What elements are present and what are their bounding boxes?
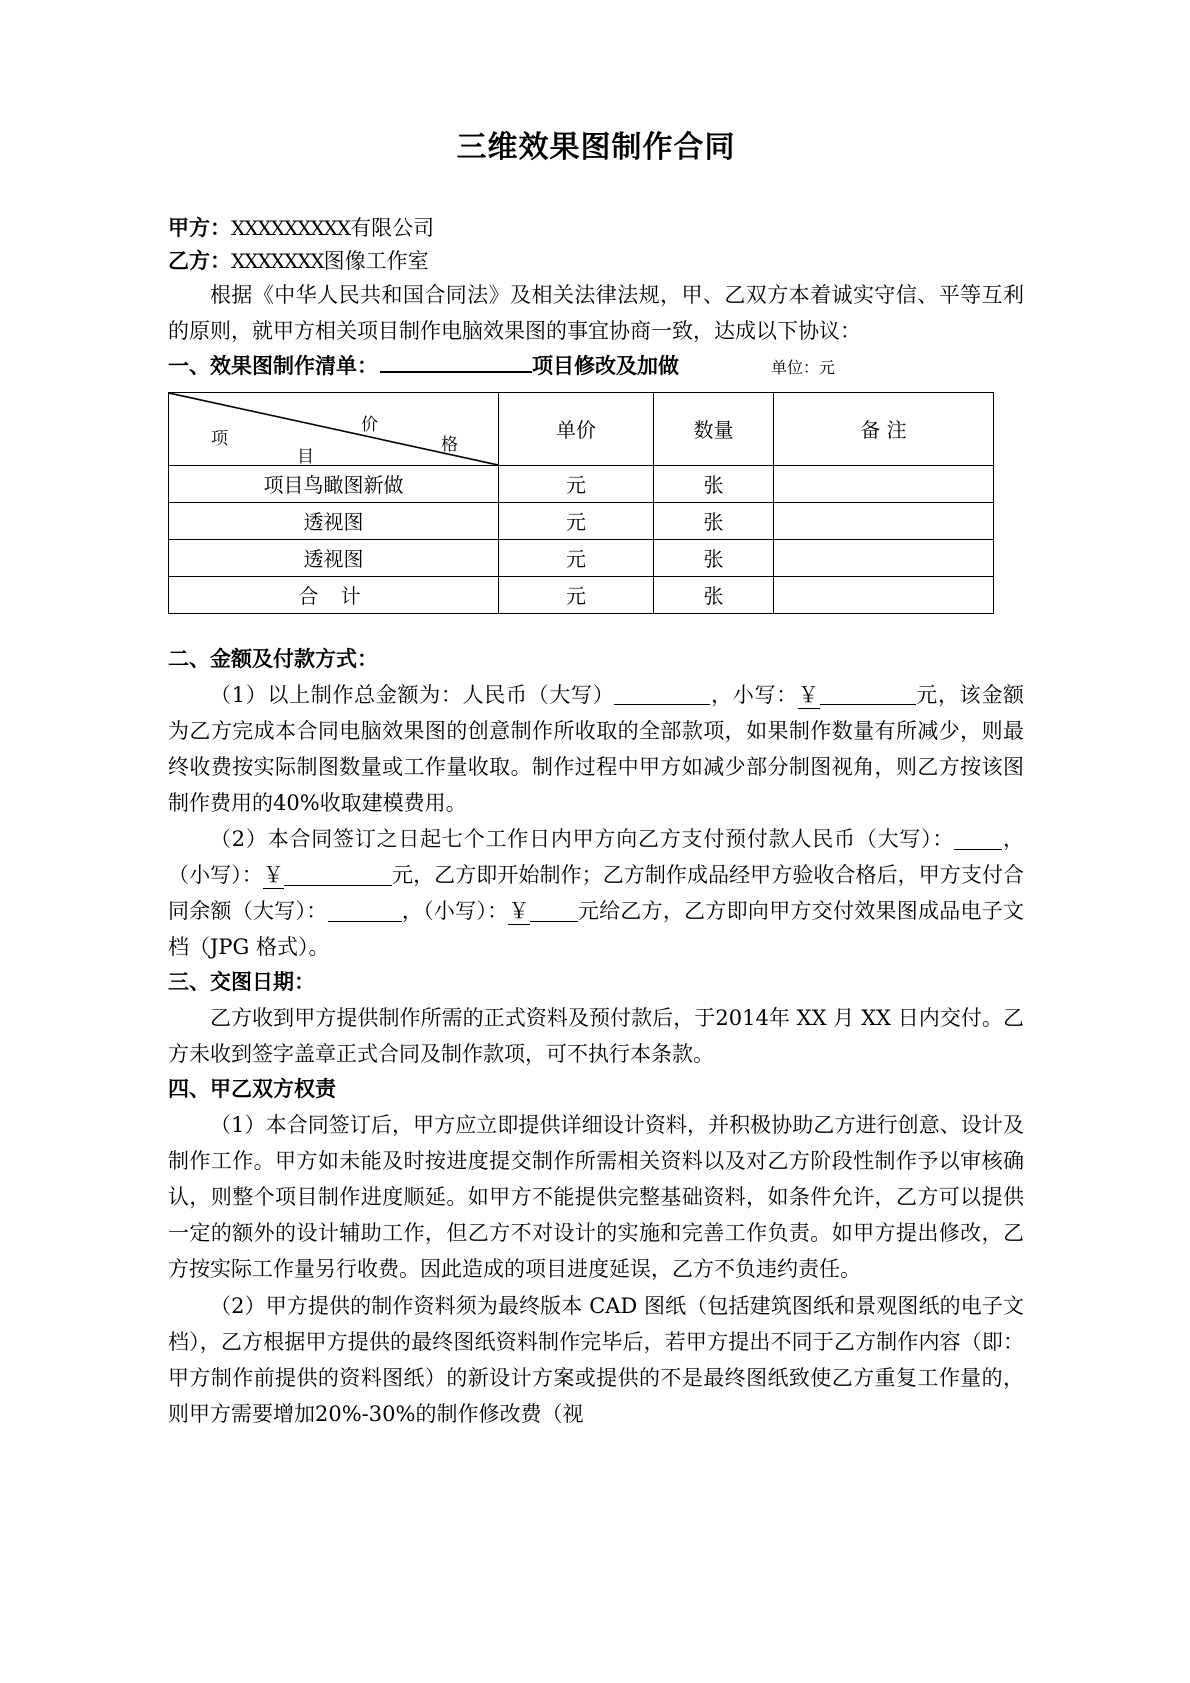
total-amount-uppercase-blank[interactable] <box>614 682 710 705</box>
row-2-note[interactable] <box>774 502 994 539</box>
row-4-note[interactable] <box>774 576 994 613</box>
header-price-char-2: 格 <box>441 434 458 455</box>
header-item-char-2: 目 <box>297 446 314 467</box>
row-4-price: 元 <box>499 576 654 613</box>
row-1-note[interactable] <box>774 465 994 502</box>
table-unit-note: 单位：元 <box>771 358 836 378</box>
table-row-total <box>169 576 994 613</box>
price-list-table <box>168 392 994 614</box>
row-1-item: 项目鸟瞰图新做 <box>169 465 499 502</box>
row-2-price: 元 <box>499 502 654 539</box>
delivery-year: 2014 <box>715 1006 769 1031</box>
s2-i2-part2: ，（小写）： <box>168 827 1025 888</box>
party-a-label: 甲方： <box>168 216 231 240</box>
party-b-placeholder: XXXXXXX <box>231 248 324 273</box>
s2-i2-part3: 元，乙方即开始制作；乙方制作成品经甲方验收合格后，甲方支付合同余额（大写）： <box>168 863 1025 924</box>
s2-i1-part3: 元，该金额为乙方完成本合同电脑效果图的创意制作所收取的全部款项，如果制作数量有所减少，则最终收费按实际制图数量或工作量收取。制作过程中甲方如减少部分制图视角，则乙方按该图制作费用的 <box>168 682 1025 815</box>
section-1-heading-row <box>168 349 1024 384</box>
section-1-blank-field[interactable] <box>380 352 532 373</box>
row-4-qty: 张 <box>654 576 774 613</box>
table-row <box>169 465 994 502</box>
balance-uppercase-blank[interactable] <box>328 899 402 922</box>
party-a-suffix: 有限公司 <box>350 216 435 240</box>
table-row <box>169 539 994 576</box>
column-header-unit-price: 单价 <box>499 392 654 465</box>
row-3-price: 元 <box>499 539 654 576</box>
total-amount-numeric-blank[interactable] <box>820 682 916 705</box>
preamble-paragraph: 根据《中华人民共和国合同法》及相关法律法规，甲、乙双方本着诚实守信、平等互利的原则，就甲方相关项目制作电脑效果图的事宜协商一致，达成以下协议： <box>168 283 1024 344</box>
section-1-heading-suffix: 项目修改及加做 <box>532 354 679 379</box>
yen-symbol-2: ￥ <box>262 863 284 888</box>
column-header-note: 备 注 <box>774 392 994 465</box>
prepay-uppercase-blank[interactable] <box>954 827 1002 850</box>
section-4-item-1: （1）本合同签订后，甲方应立即提供详细设计资料，并积极协助乙方进行创意、设计及制作工作。甲方如未能及时按进度提交制作所需相关资料以及对乙方阶段性制作予以审核确认，则整个项目制作进度顺延。如甲方不能提供完整基础资料，如条件允许，乙方可以提供一定的额外的设计辅助工作，但乙方不对设计的实施和完善工作负责。如甲方提出修改，乙方按实际工作量另行收费。因此造成的项目进度延误，乙方不负违约责任。 <box>168 1112 1024 1282</box>
row-2-item: 透视图 <box>169 502 499 539</box>
section-1-heading-prefix: 一、效果图制作清单： <box>168 354 378 379</box>
s2-i1-part4: 收取建模费用。 <box>319 790 467 815</box>
s3-part1: 乙方收到甲方提供制作所需的正式资料及预付款后，于 <box>210 1006 716 1031</box>
row-3-item: 透视图 <box>169 539 499 576</box>
section-3-body <box>168 1000 1024 1072</box>
section-2-item-1 <box>168 677 1024 821</box>
party-b-suffix: 图像工作室 <box>323 248 429 273</box>
section-2-item-2 <box>168 821 1024 965</box>
row-1-qty: 张 <box>654 465 774 502</box>
s4-i2-part2: 的制作修改费（视 <box>415 1401 584 1426</box>
party-a-line <box>168 212 1024 245</box>
table-header-diagonal-cell <box>169 392 499 465</box>
modeling-fee-percent: 40% <box>273 790 320 815</box>
header-item-char-1: 项 <box>211 428 228 449</box>
column-header-quantity: 数量 <box>654 392 774 465</box>
header-price-char-1: 价 <box>361 414 378 435</box>
s3-part2: 年 XX 月 XX 日内交付。乙方未收到签字盖章正式合同及制作款项，可不执行本条款。 <box>168 1006 1024 1067</box>
s2-i2-part5: 元给乙方，乙方即向甲方交付效果图成品电子文档（JPG 格式）。 <box>168 899 1025 960</box>
s2-i1-part1: （1）以上制作总金额为：人民币（大写） <box>210 682 615 707</box>
balance-numeric-blank[interactable] <box>530 899 578 922</box>
section-3-heading: 三、交图日期： <box>168 970 315 995</box>
yen-symbol-1: ￥ <box>797 682 820 707</box>
party-a-placeholder: XXXXXXXXX <box>231 216 351 240</box>
s2-i2-part4: ，（小写）： <box>401 899 509 924</box>
table-header-row <box>169 392 994 465</box>
row-1-price: 元 <box>499 465 654 502</box>
section-2-heading: 二、金额及付款方式： <box>168 646 378 671</box>
section-4-item-2 <box>168 1288 1024 1432</box>
s2-i1-part2: ，小写： <box>710 682 798 707</box>
table-row <box>169 502 994 539</box>
revision-fee-percent: 20%-30% <box>315 1401 416 1426</box>
document-content <box>168 0 1024 1432</box>
prepay-numeric-blank[interactable] <box>284 863 392 886</box>
party-b-line <box>168 245 1024 278</box>
s2-i2-part1: （2）本合同签订之日起七个工作日内甲方向乙方支付预付款人民币（大写）： <box>210 827 955 852</box>
yen-symbol-3: ￥ <box>508 899 530 924</box>
row-3-note[interactable] <box>774 539 994 576</box>
s4-i2-part1: （2）甲方提供的制作资料须为最终版本 CAD 图纸（包括建筑图纸和景观图纸的电子文档），乙方根据甲方提供的最终图纸资料制作完毕后，若甲方提出不同于乙方制作内容（即：甲方制作前提供的资料图纸）的新设计方案或提供的不是最终图纸致使乙方重复工作量的，则甲方需要增加 <box>168 1293 1024 1426</box>
row-3-qty: 张 <box>654 539 774 576</box>
party-b-label: 乙方： <box>168 248 231 273</box>
section-4-heading: 四、甲乙双方权责 <box>168 1077 336 1102</box>
row-4-item-total: 合 计 <box>169 576 499 613</box>
row-2-qty: 张 <box>654 502 774 539</box>
page-title: 三维效果图制作合同 <box>456 130 736 165</box>
spacer <box>168 614 1024 642</box>
parties-block <box>168 212 1024 277</box>
